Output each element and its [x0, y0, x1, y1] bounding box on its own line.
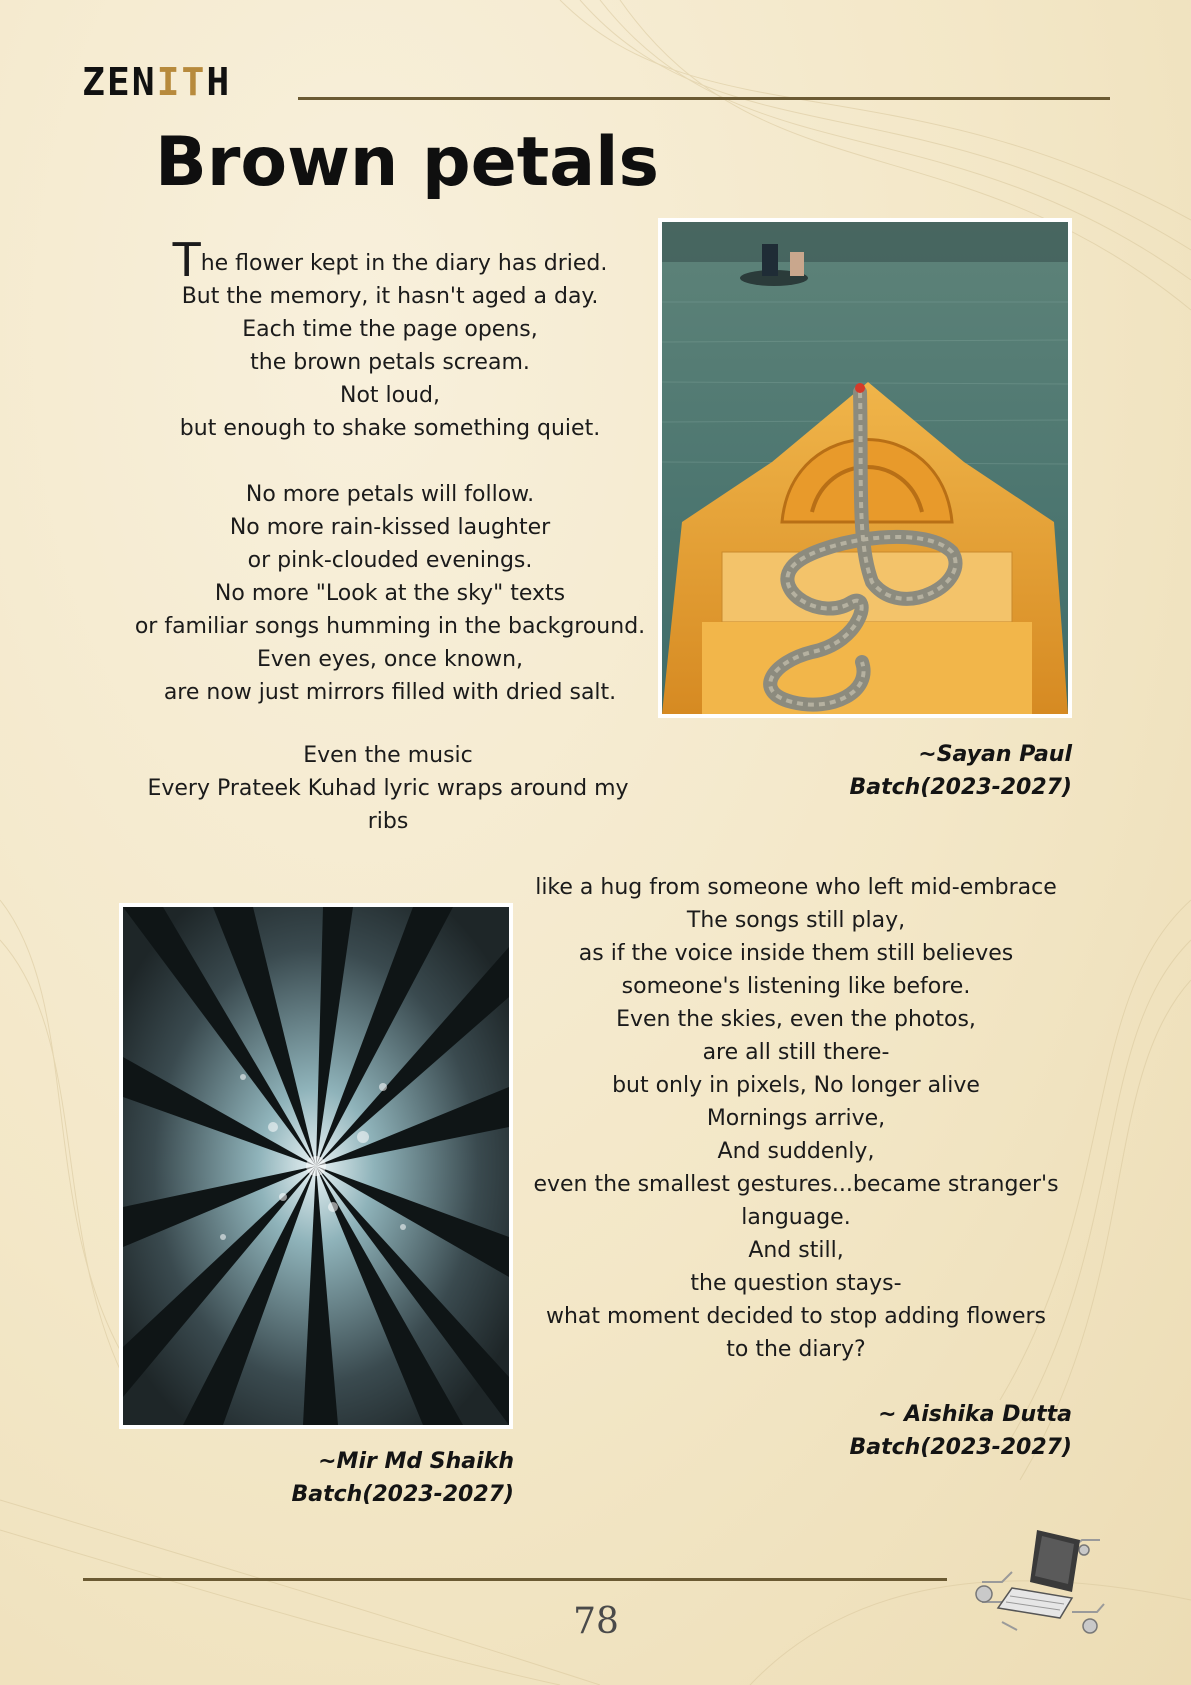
poem-line: ribs — [367, 809, 409, 834]
logo-text-end: H — [206, 60, 232, 104]
poem-line: Every Prateek Kuhad lyric wraps around my — [147, 776, 629, 801]
laptop-circuit-icon — [972, 1522, 1112, 1640]
poem-line: Even the skies, even the photos, — [616, 1007, 976, 1032]
logo-text-accent: IT — [156, 60, 207, 104]
poem-line: but enough to shake something quiet. — [179, 416, 601, 441]
poem-line: or pink-clouded evenings. — [247, 548, 533, 573]
poem-line: language. — [741, 1205, 851, 1230]
poem-batch: Batch(2023-2027) — [849, 1435, 1072, 1460]
photo1-batch: Batch(2023-2027) — [849, 775, 1072, 800]
page-title: Brown petals — [155, 123, 659, 202]
poem-line: are all still there- — [702, 1040, 890, 1065]
photo2-credit — [262, 1445, 514, 1511]
poem-line — [118, 233, 662, 287]
poem-part-one — [118, 233, 662, 742]
poem-line: And suddenly, — [717, 1139, 875, 1164]
stanza-gap — [118, 445, 662, 478]
poem-line: as if the voice inside them still believes — [578, 941, 1014, 966]
poem-line: but only in pixels, No longer alive — [612, 1073, 980, 1098]
poem-line: to the diary? — [726, 1337, 866, 1362]
header-rule — [298, 97, 1110, 100]
poem-line: the brown petals scream. — [250, 350, 530, 375]
poem-line: Even the music — [303, 743, 473, 768]
poem-line-text: he flower kept in the diary has dried. — [200, 251, 608, 276]
dropcap-letter: T — [172, 233, 201, 287]
stanza-gap — [118, 709, 662, 742]
poem-line: But the memory, it hasn't aged a day. — [181, 284, 599, 309]
photo1-author: ~Sayan Paul — [918, 742, 1072, 767]
forest-canopy-photo — [119, 903, 513, 1429]
footer-rule — [83, 1578, 947, 1581]
logo-text-main: ZEN — [82, 60, 157, 104]
poem-author: ~ Aishika Dutta — [878, 1402, 1072, 1427]
photo2-batch: Batch(2023-2027) — [291, 1482, 514, 1507]
poem-line: No more petals will follow. — [245, 482, 535, 507]
poem-line: The songs still play, — [686, 908, 906, 933]
poem-line: even the smallest gestures...became stranger's — [533, 1172, 1059, 1197]
poem-line: what moment decided to stop adding flowers — [546, 1304, 1046, 1329]
poem-credit — [822, 1398, 1072, 1464]
poem-line: or familiar songs humming in the background. — [134, 614, 646, 639]
poem-line: the question stays- — [690, 1271, 902, 1296]
poem-line: like a hug from someone who left mid-embrace — [535, 875, 1057, 900]
zenith-logo — [82, 62, 231, 102]
poem-part-two — [518, 871, 1074, 1366]
poem-line: someone's listening like before. — [621, 974, 971, 999]
poem-line: No more rain-kissed laughter — [229, 515, 551, 540]
photo2-author: ~Mir Md Shaikh — [318, 1449, 514, 1474]
poem-line: No more "Look at the sky" texts — [214, 581, 566, 606]
page-number: 78 — [573, 1601, 619, 1642]
poem-line: are now just mirrors filled with dried salt. — [163, 680, 617, 705]
poem-line: Even eyes, once known, — [256, 647, 524, 672]
poem-line: Not loud, — [339, 383, 440, 408]
poem-line: And still, — [748, 1238, 844, 1263]
poem-line: Each time the page opens, — [242, 317, 538, 342]
poem-part-one-end — [128, 739, 648, 838]
boat-rope-photo — [658, 218, 1072, 718]
poem-line: Mornings arrive, — [706, 1106, 886, 1131]
photo1-credit — [820, 738, 1072, 804]
